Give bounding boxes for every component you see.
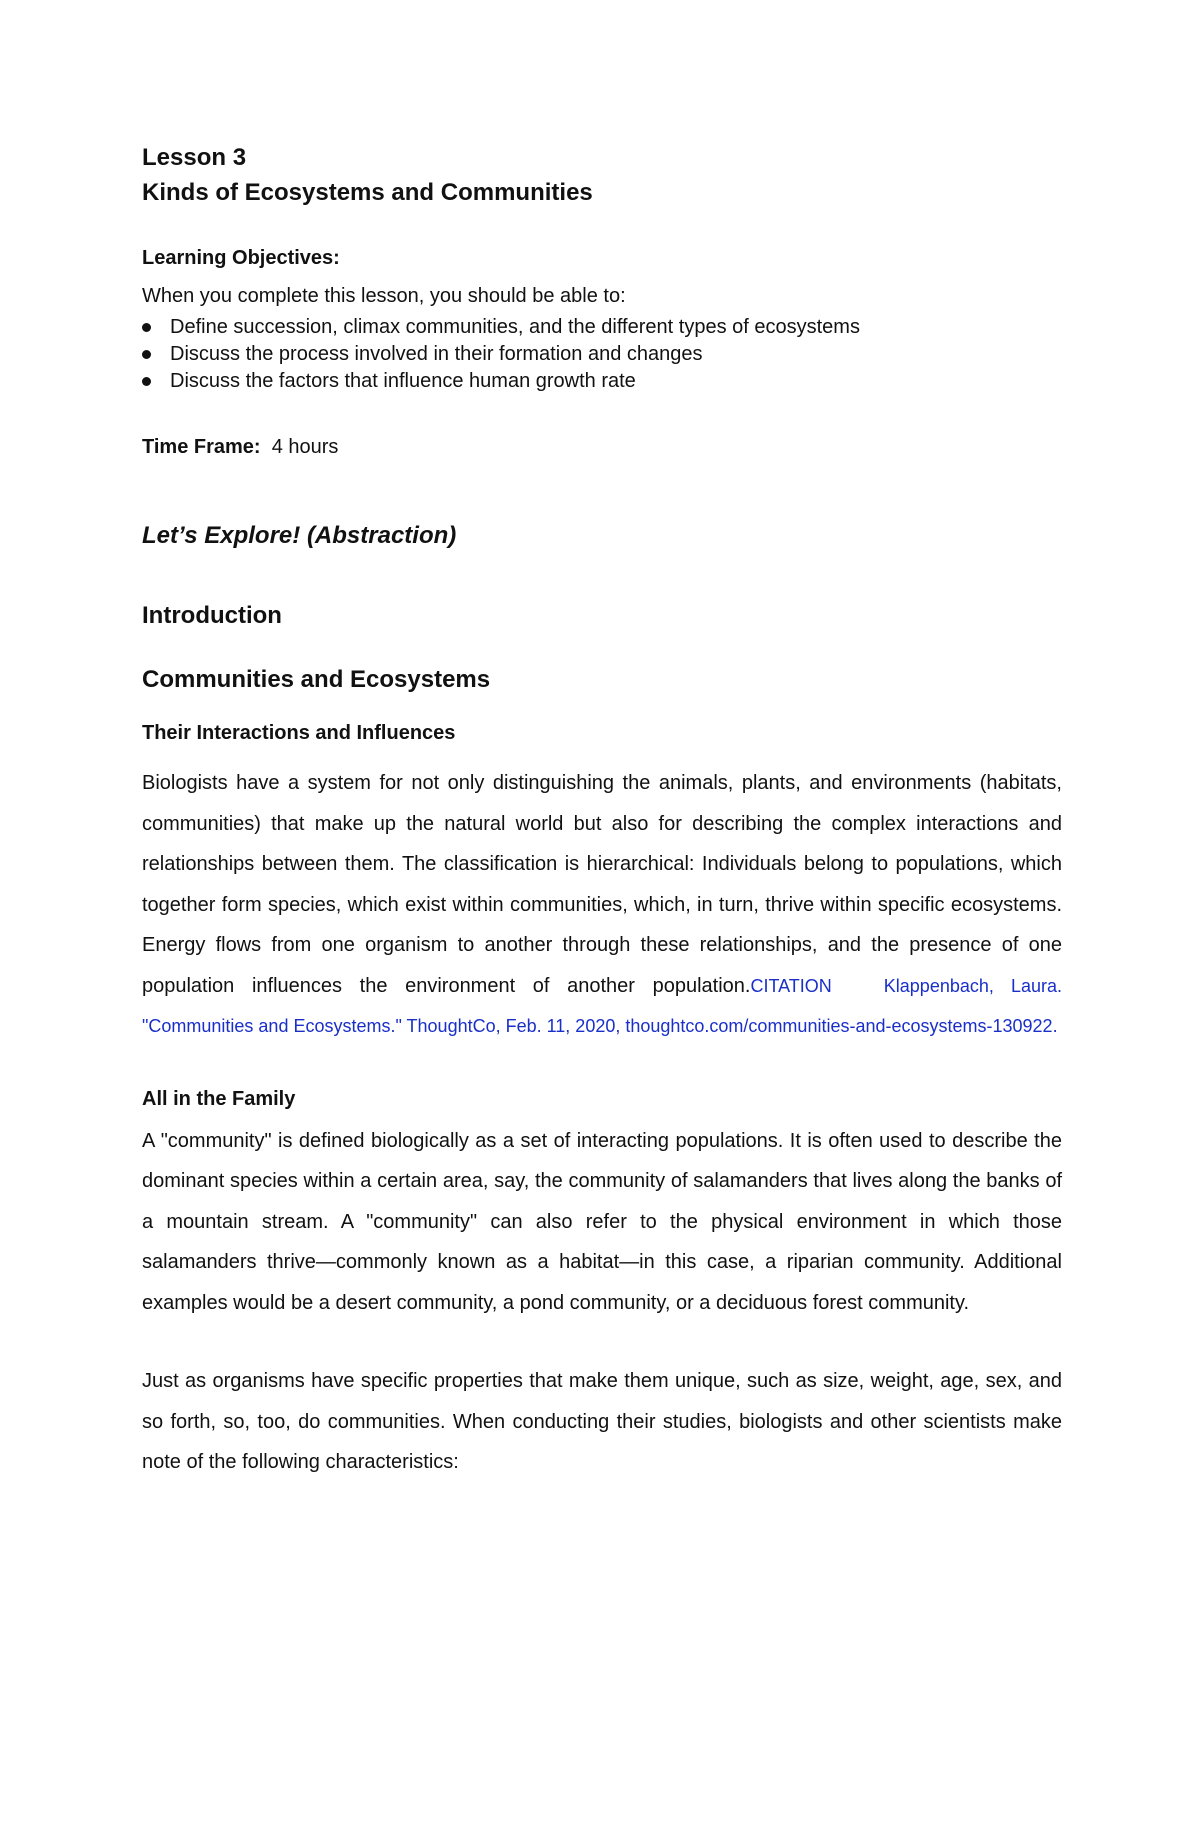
objectives-heading: Learning Objectives: bbox=[142, 247, 340, 269]
lesson-title: Kinds of Ecosystems and Communities bbox=[142, 179, 593, 206]
objectives-list bbox=[142, 314, 1062, 395]
document-page bbox=[142, 140, 1062, 1483]
citation-tag[interactable]: CITATION bbox=[750, 975, 832, 996]
time-frame-label: Time Frame: bbox=[142, 436, 261, 458]
paragraph-1-text: Biologists have a system for not only distinguishing the animals, plants, and environments (habitats, communities) that make up the natural world but also for describing the complex interactions and relationships between them. The classification is hierarchical: Individuals belong to populations, which together form species, which exist within communities, which, in turn, thrive within specific ecosystems. Energy flows from one organism to another through these relationships, and the presence of one population influences the environment of another population. bbox=[142, 772, 1062, 997]
family-heading: All in the Family bbox=[142, 1087, 296, 1110]
introduction-heading: Introduction bbox=[142, 602, 282, 629]
time-frame-value: 4 hours bbox=[271, 436, 339, 458]
objectives-intro: When you complete this lesson, you should be able to: bbox=[142, 285, 626, 307]
paragraph-1 bbox=[142, 763, 1062, 1047]
time-frame bbox=[142, 435, 1062, 459]
paragraph-2: A "community" is defined biologically as a set of interacting populations. It is often used to describe the dominant species within a certain area, say, the community of salamanders that lives along the banks of a mountain stream. A "community" can also refer to the physical environment in which those salamanders thrive—commonly known as a habitat—in this case, a riparian community. Additional examples would be a desert community, a pond community, or a deciduous forest community. bbox=[142, 1129, 1062, 1314]
paragraph-3: Just as organisms have specific properties that make them unique, such as size, weight, age, sex, and so forth, so, too, do communities. When conducting their studies, biologists and other scientists make note of the following characteristics: bbox=[142, 1370, 1062, 1473]
explore-heading: Let’s Explore! (Abstraction) bbox=[142, 522, 457, 549]
lesson-number: Lesson 3 bbox=[142, 144, 247, 171]
objective-item: Define succession, climax communities, and the different types of ecosystems bbox=[142, 314, 870, 341]
interactions-heading: Their Interactions and Influences bbox=[142, 722, 456, 744]
objective-item: Discuss the factors that influence human growth rate bbox=[142, 368, 870, 395]
objective-item: Discuss the process involved in their formation and changes bbox=[142, 341, 870, 368]
communities-heading: Communities and Ecosystems bbox=[142, 666, 491, 693]
citation-text[interactable]: Klappenbach, Laura. "Communities and Ecosystems." ThoughtCo, Feb. 11, 2020, thoughtco.com/communities-and-ecosystems-130922. bbox=[142, 975, 1062, 1036]
